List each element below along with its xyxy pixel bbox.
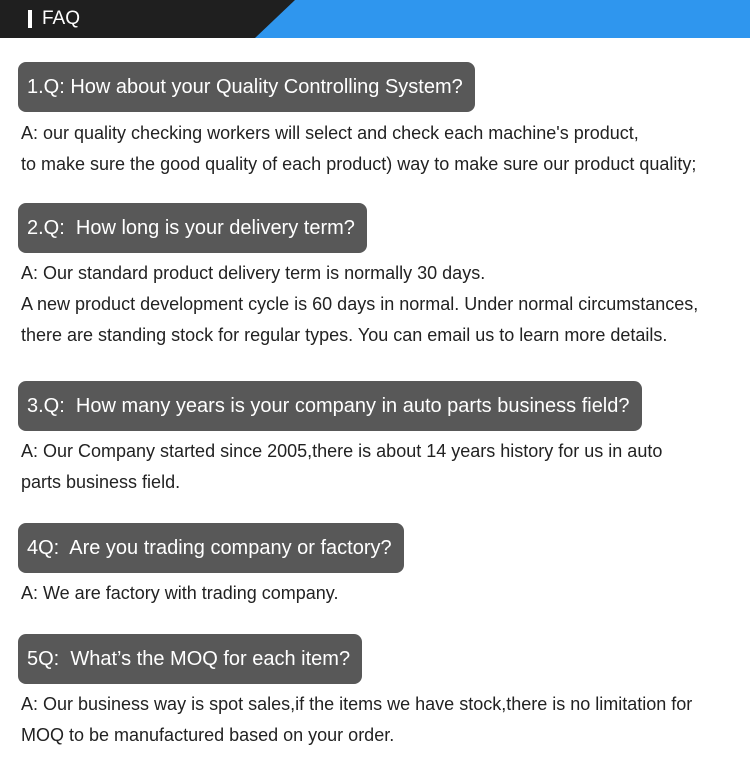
faq-question-1: 1.Q: How about your Quality Controlling System?: [18, 62, 475, 112]
faq-answer-5: [21, 689, 743, 751]
faq-question-4: 4Q: Are you trading company or factory?: [18, 523, 404, 573]
faq-question-2: 2.Q: How long is your delivery term?: [18, 203, 367, 253]
faq-answer-4: [21, 578, 743, 609]
faq-question-5: 5Q: What’s the MOQ for each item?: [18, 634, 362, 684]
faq-header: [0, 0, 750, 38]
header-accent-bar: [28, 10, 32, 28]
faq-answer-2-line-1: A: Our standard product delivery term is normally 30 days.: [21, 263, 486, 283]
faq-answer-2-line-3: there are standing stock for regular types. You can email us to learn more details.: [21, 325, 668, 345]
faq-answer-3-line-2: parts business field.: [21, 472, 181, 492]
faq-answer-2: [21, 258, 743, 351]
faq-answer-1: [21, 118, 743, 180]
faq-answer-1-line-1: A: our quality checking workers will select and check each machine's product,: [21, 123, 639, 143]
faq-answer-1-line-2: to make sure the good quality of each product) way to make sure our product quality;: [21, 154, 697, 174]
faq-answer-3-line-1: A: Our Company started since 2005,there is about 14 years history for us in auto: [21, 441, 663, 461]
header-title: FAQ: [42, 8, 81, 29]
faq-answer-4-line-1: A: We are factory with trading company.: [21, 583, 339, 603]
faq-question-3: 3.Q: How many years is your company in auto parts business field?: [18, 381, 642, 431]
faq-answer-2-line-2: A new product development cycle is 60 days in normal. Under normal circumstances,: [21, 294, 699, 314]
faq-answer-5-line-1: A: Our business way is spot sales,if the items we have stock,there is no limitation for: [21, 694, 693, 714]
faq-answer-3: [21, 436, 743, 498]
faq-answer-5-line-2: MOQ to be manufactured based on your order.: [21, 725, 395, 745]
